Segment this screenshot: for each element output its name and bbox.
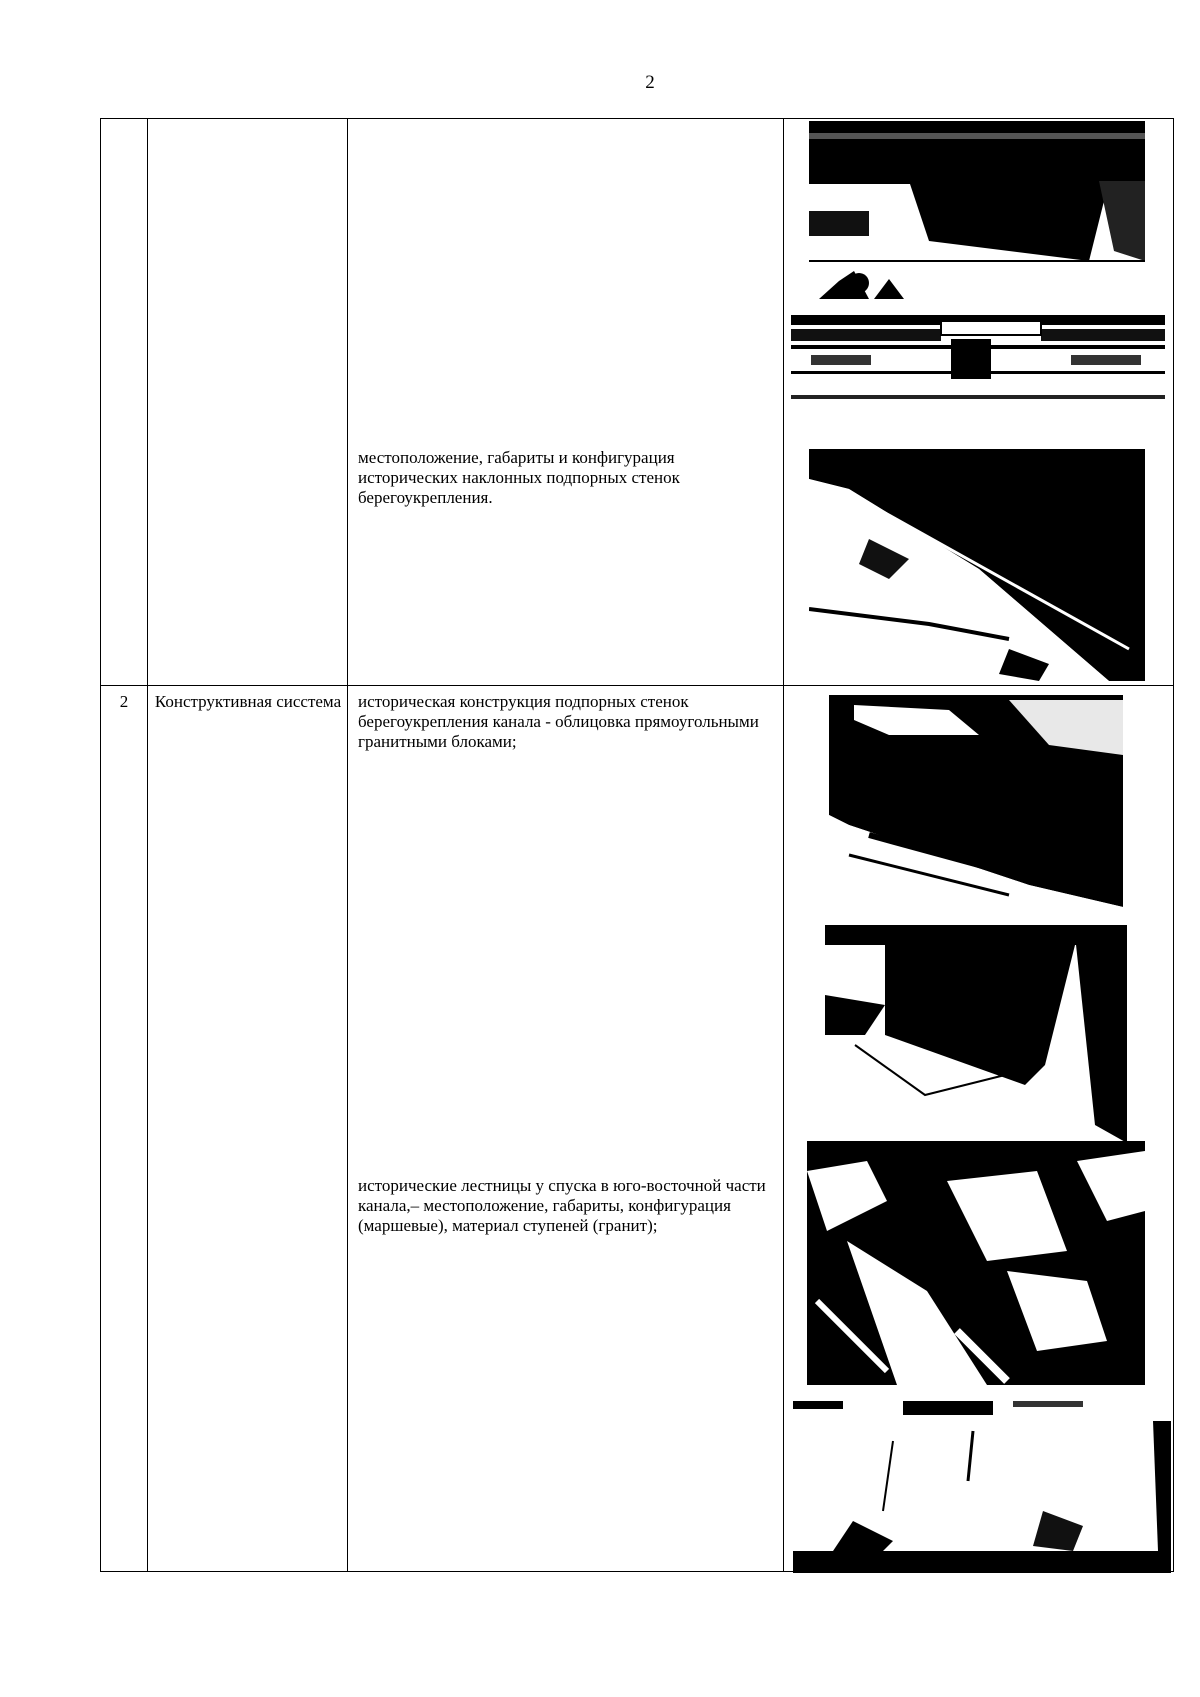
embankment-railing-photo [809, 121, 1145, 299]
row-divider [101, 685, 1173, 686]
inclined-wall-photo [809, 449, 1145, 681]
stairs-photo [807, 1141, 1145, 1385]
row-1-description: местоположение, габариты и конфигурация исторических наклонных подпорных стенок берегоукрепления. [358, 448, 680, 507]
row-2-description-1: историческая конструкция подпорных стенок берегоукрепления канала - облицовка прямоугольными гранитными блоками; [358, 692, 759, 751]
page-number: 2 [645, 72, 655, 93]
row-2-description-2: исторические лестницы у спуска в юго-восточной части канала,– местоположение, габариты, конфигурация (маршевые), материал ступеней (гранит); [358, 1176, 766, 1235]
column-divider [147, 119, 148, 1571]
document-table [100, 118, 1174, 1572]
wall-with-sign-photo [791, 315, 1165, 403]
row-2-number: 2 [119, 692, 129, 711]
wall-curve-photo [825, 925, 1127, 1143]
column-divider [783, 119, 784, 1571]
granite-wall-photo [829, 695, 1123, 907]
stairs-top-photo [793, 1401, 1171, 1573]
row-2-name: Конструктивная сисстема [154, 692, 342, 711]
column-divider [347, 119, 348, 1571]
